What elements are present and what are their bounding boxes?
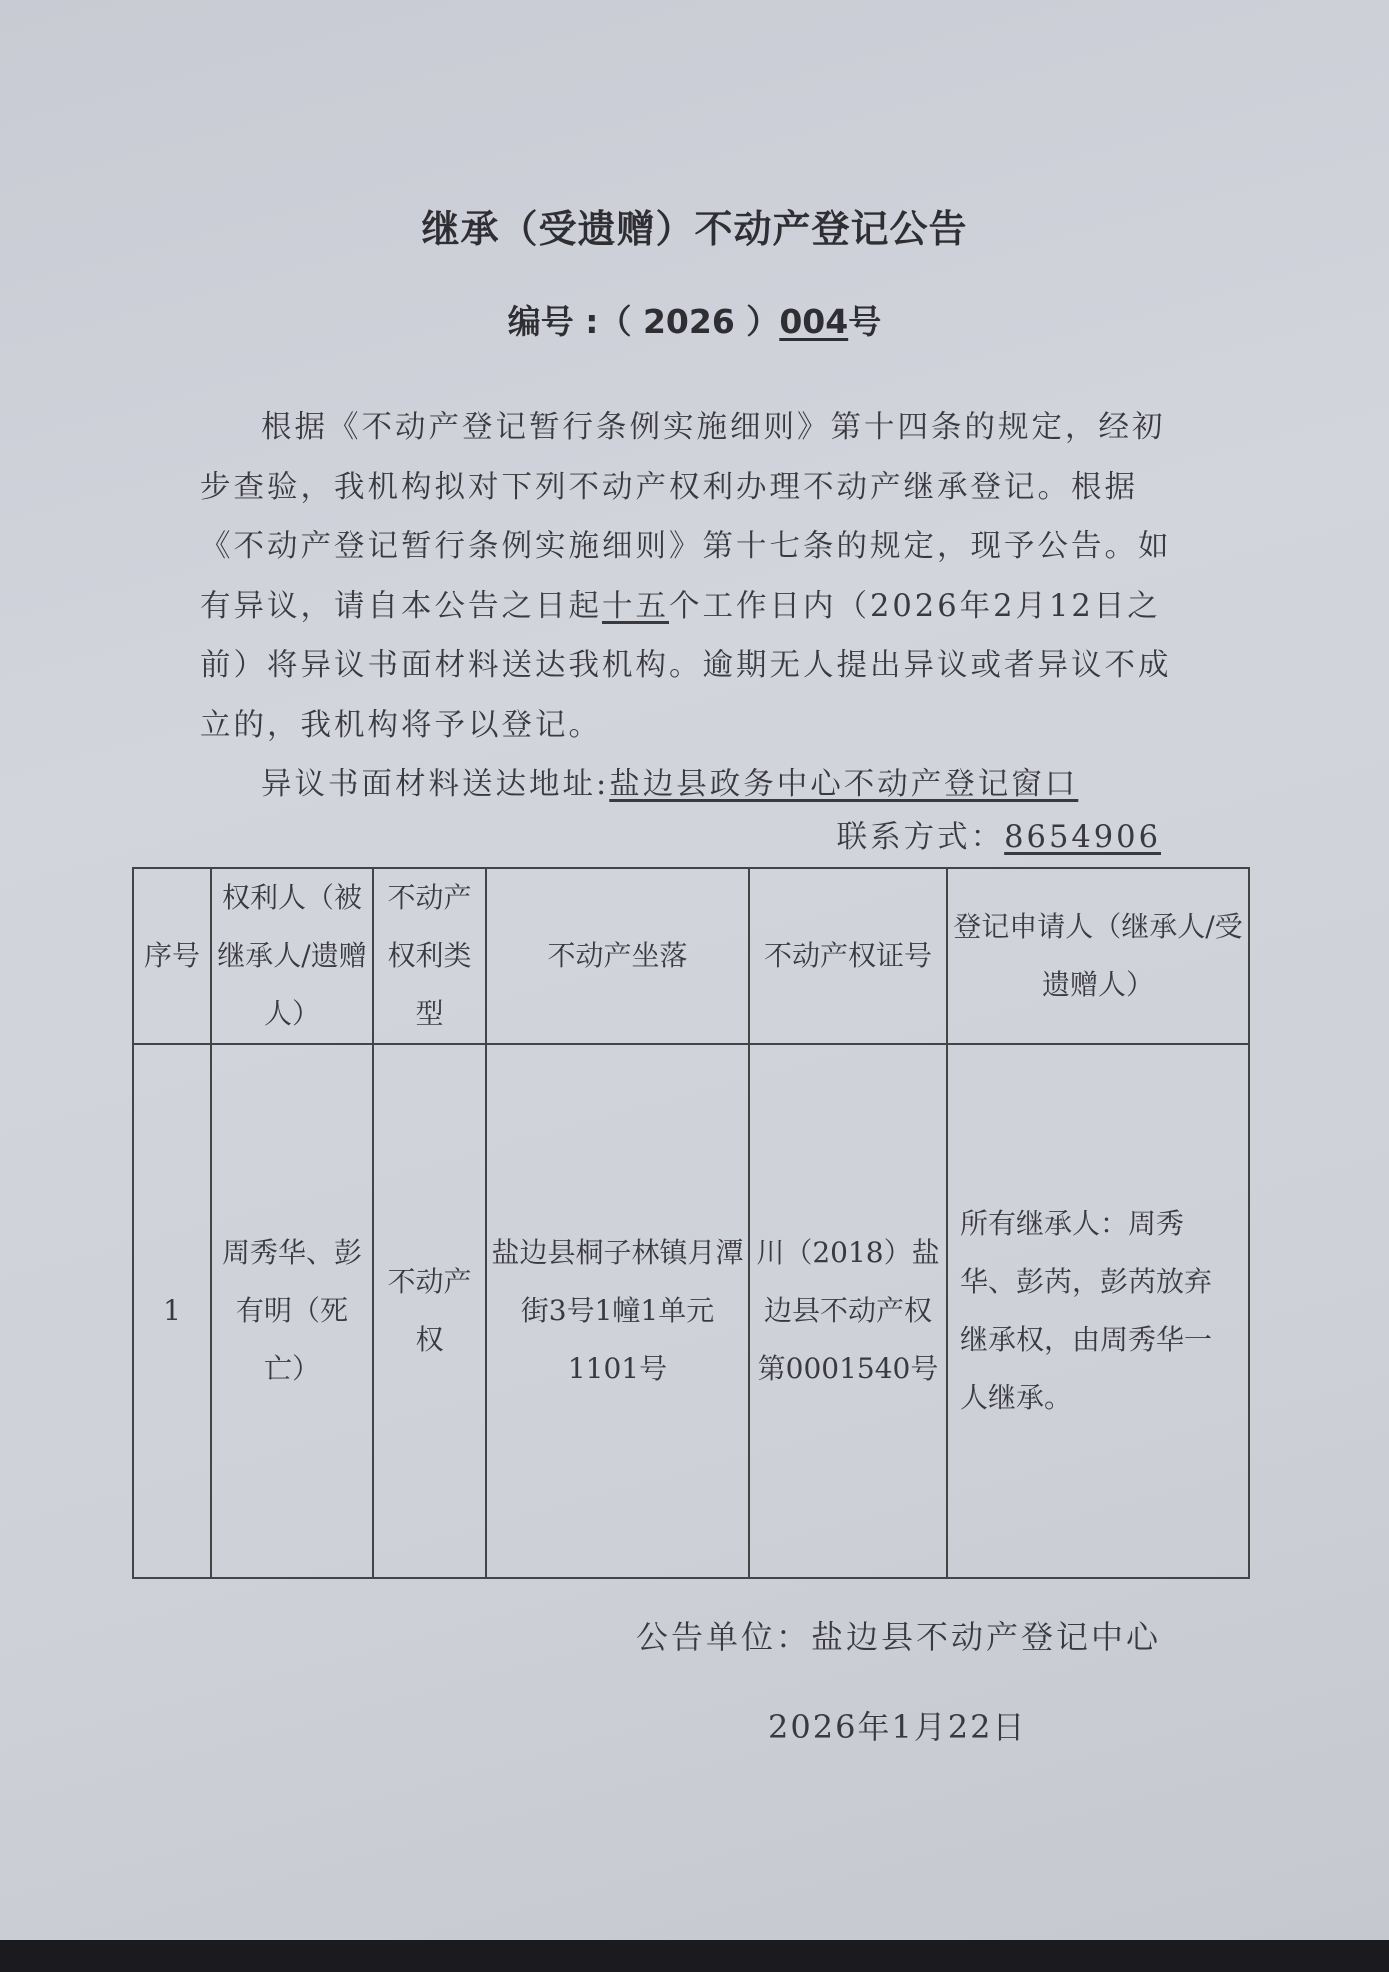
header-cell: 不动产坐落 [486, 868, 749, 1044]
table-header-row [133, 868, 1249, 1044]
header-cell: 序号 [133, 868, 211, 1044]
document-title: 继承（受遗赠）不动产登记公告 [421, 207, 968, 251]
announcement-body [200, 398, 1190, 815]
doc-number-prefix: 编号 :（ 2026 ） [507, 302, 780, 341]
doc-number-suffix: 号 [848, 302, 882, 341]
issuing-unit: 公告单位：盐边县不动产登记中心 [635, 1618, 1161, 1656]
contact-line [837, 812, 1161, 856]
header-cell: 权利人（被继承人/遗赠人） [211, 868, 373, 1044]
objection-days: 十五 [602, 588, 669, 624]
address-line [200, 755, 1190, 815]
paragraph-text-b: 个工作日内（2026年2月12日之前）将异议书面材料送达我机构。逾期无人提出异议或者异议不成立的，我机构将予以登记。 [200, 588, 1172, 743]
location-cell: 盐边县桐子林镇月潭街3号1幢1单元1101号 [486, 1044, 749, 1578]
announcement-paragraph [200, 398, 1190, 755]
header-cell: 不动产权利类型 [373, 868, 486, 1044]
address-value: 盐边县政务中心不动产登记窗口 [609, 767, 1079, 802]
right-type-cell: 不动产权 [373, 1044, 486, 1578]
doc-number-value: 004 [779, 302, 849, 341]
table-row [133, 1044, 1249, 1578]
paragraph-text-a: 根据《不动产登记暂行条例实施细则》第十四条的规定，经初步查验，我机构拟对下列不动产权利办理不动产继承登记。根据《不动产登记暂行条例实施细则》第十七条的规定，现予公告。如有异议，请自本公告之日起 [200, 410, 1172, 624]
document-number [0, 296, 1389, 343]
applicant-cell: 所有继承人：周秀华、彭芮，彭芮放弃继承权，由周秀华一人继承。 [947, 1044, 1249, 1578]
row-number-cell: 1 [133, 1044, 211, 1578]
contact-phone: 8654906 [1004, 820, 1161, 855]
owner-cell: 周秀华、彭有明（死亡） [211, 1044, 373, 1578]
property-table [132, 867, 1250, 1579]
issue-date: 2026年1月22日 [768, 1708, 1027, 1746]
header-cell: 不动产权证号 [749, 868, 947, 1044]
header-cell: 登记申请人（继承人/受遗赠人） [947, 868, 1249, 1044]
certificate-cell: 川（2018）盐边县不动产权第0001540号 [749, 1044, 947, 1578]
address-label: 异议书面材料送达地址: [261, 767, 610, 802]
contact-label: 联系方式： [836, 820, 1005, 855]
